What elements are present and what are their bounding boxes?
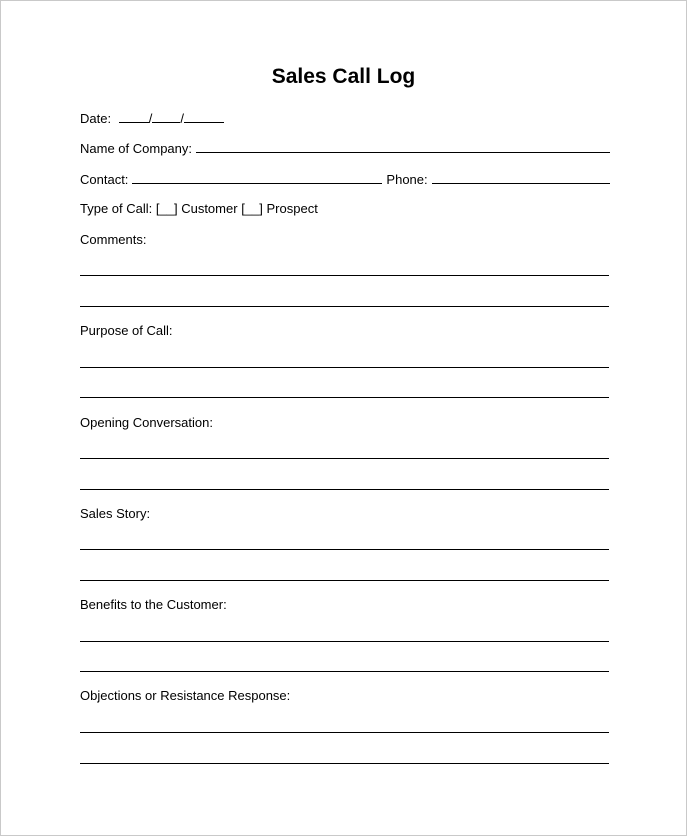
section-label: Objections or Resistance Response: <box>80 688 291 703</box>
date-label: Date: <box>80 111 112 126</box>
section-label: Benefits to the Customer: <box>80 597 227 612</box>
benefits-line-2[interactable] <box>80 671 609 672</box>
date-separator: / <box>180 111 184 126</box>
section-label: Purpose of Call: <box>80 323 173 338</box>
type-of-call-row <box>80 201 610 217</box>
customer-checkbox[interactable]: [__] <box>155 201 178 216</box>
contact-field[interactable] <box>132 171 382 184</box>
contact-row <box>80 171 610 188</box>
opening-line-2[interactable] <box>80 489 609 490</box>
date-row <box>80 110 610 127</box>
page-title: Sales Call Log <box>271 65 416 88</box>
section-label: Opening Conversation: <box>80 415 213 430</box>
phone-label: Phone: <box>386 172 428 187</box>
sales-story-line-2[interactable] <box>80 580 609 581</box>
objections-line-1[interactable] <box>80 732 609 733</box>
objections-line-2[interactable] <box>80 763 609 764</box>
date-year-field[interactable] <box>184 110 224 123</box>
prospect-checkbox[interactable]: [__] <box>241 201 263 216</box>
section-label: Comments: <box>80 232 147 247</box>
phone-field[interactable] <box>432 171 610 184</box>
section-label: Sales Story: <box>80 506 151 521</box>
date-separator: / <box>148 111 153 126</box>
purpose-line-2[interactable] <box>80 397 609 398</box>
comments-line-1[interactable] <box>80 275 609 276</box>
company-row <box>80 140 610 157</box>
opening-line-1[interactable] <box>80 458 609 459</box>
prospect-option-label: Prospect <box>266 201 318 216</box>
company-label: Name of Company: <box>80 141 192 156</box>
date-day-field[interactable] <box>152 110 180 123</box>
type-of-call-label: Type of Call: <box>80 201 153 216</box>
purpose-line-1[interactable] <box>80 367 609 368</box>
benefits-line-1[interactable] <box>80 641 609 642</box>
contact-label: Contact: <box>80 172 129 187</box>
comments-line-2[interactable] <box>80 306 609 307</box>
customer-option-label: Customer <box>181 201 238 216</box>
company-field[interactable] <box>196 140 610 153</box>
date-month-field[interactable] <box>119 110 149 123</box>
sales-story-line-1[interactable] <box>80 549 609 550</box>
